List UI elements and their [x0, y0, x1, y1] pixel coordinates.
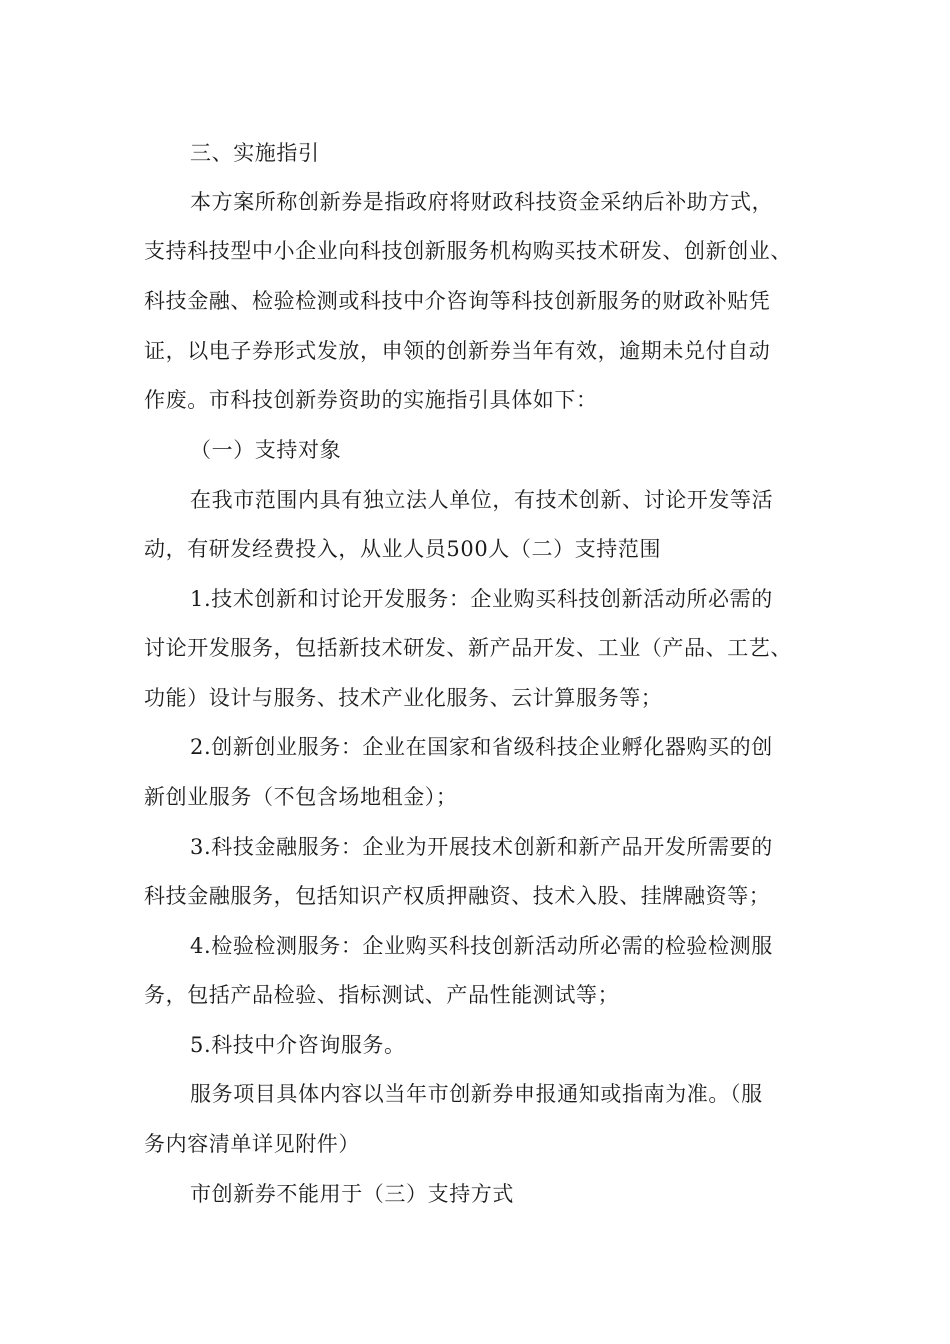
list-item-line: 4.检验检测服务：企业购买科技创新活动所必需的检验检测服: [190, 934, 773, 958]
paragraph-line: 支持科技型中小企业向科技创新服务机构购买技术研发、创新创业、: [144, 239, 792, 263]
paragraph-line: 证，以电子券形式发放，申领的创新券当年有效，逾期未兑付自动: [144, 339, 771, 363]
paragraph-line: 科技金融、检验检测或科技中介咨询等科技创新服务的财政补贴凭: [144, 289, 771, 313]
list-item-line: 2.创新创业服务：企业在国家和省级科技企业孵化器购买的创: [190, 735, 773, 759]
list-item-line: 3.科技金融服务：企业为开展技术创新和新产品开发所需要的: [190, 835, 773, 859]
paragraph-line: 务内容清单详见附件）: [144, 1132, 360, 1156]
list-item-line: 讨论开发服务，包括新技术研发、新产品开发、工业（产品、工艺、: [144, 636, 792, 660]
subsection-heading: （一）支持对象: [190, 438, 342, 462]
paragraph-line: 在我市范围内具有独立法人单位，有技术创新、讨论开发等活: [190, 488, 774, 512]
paragraph-line: 动，有研发经费投入，从业人员500人（二）支持范围: [144, 537, 662, 561]
list-item-line: 科技金融服务，包括知识产权质押融资、技术入股、挂牌融资等；: [144, 884, 771, 908]
list-item-line: 功能）设计与服务、技术产业化服务、云计算服务等；: [144, 686, 663, 710]
list-item-line: 5.科技中介咨询服务。: [190, 1033, 406, 1057]
paragraph-line: 作废。市科技创新券资助的实施指引具体如下：: [144, 388, 598, 412]
paragraph-line: 本方案所称创新券是指政府将财政科技资金采纳后补助方式，: [190, 190, 774, 214]
section-heading: 三、实施指引: [190, 141, 320, 165]
list-item-line: 新创业服务（不包含场地租金）；: [144, 785, 458, 809]
paragraph-line: 服务项目具体内容以当年市创新券申报通知或指南为准。（服: [190, 1082, 763, 1106]
list-item-line: 务，包括产品检验、指标测试、产品性能测试等；: [144, 983, 620, 1007]
list-item-line: 1.技术创新和讨论开发服务：企业购买科技创新活动所必需的: [190, 587, 773, 611]
paragraph-line: 市创新券不能用于（三）支持方式: [190, 1182, 514, 1206]
